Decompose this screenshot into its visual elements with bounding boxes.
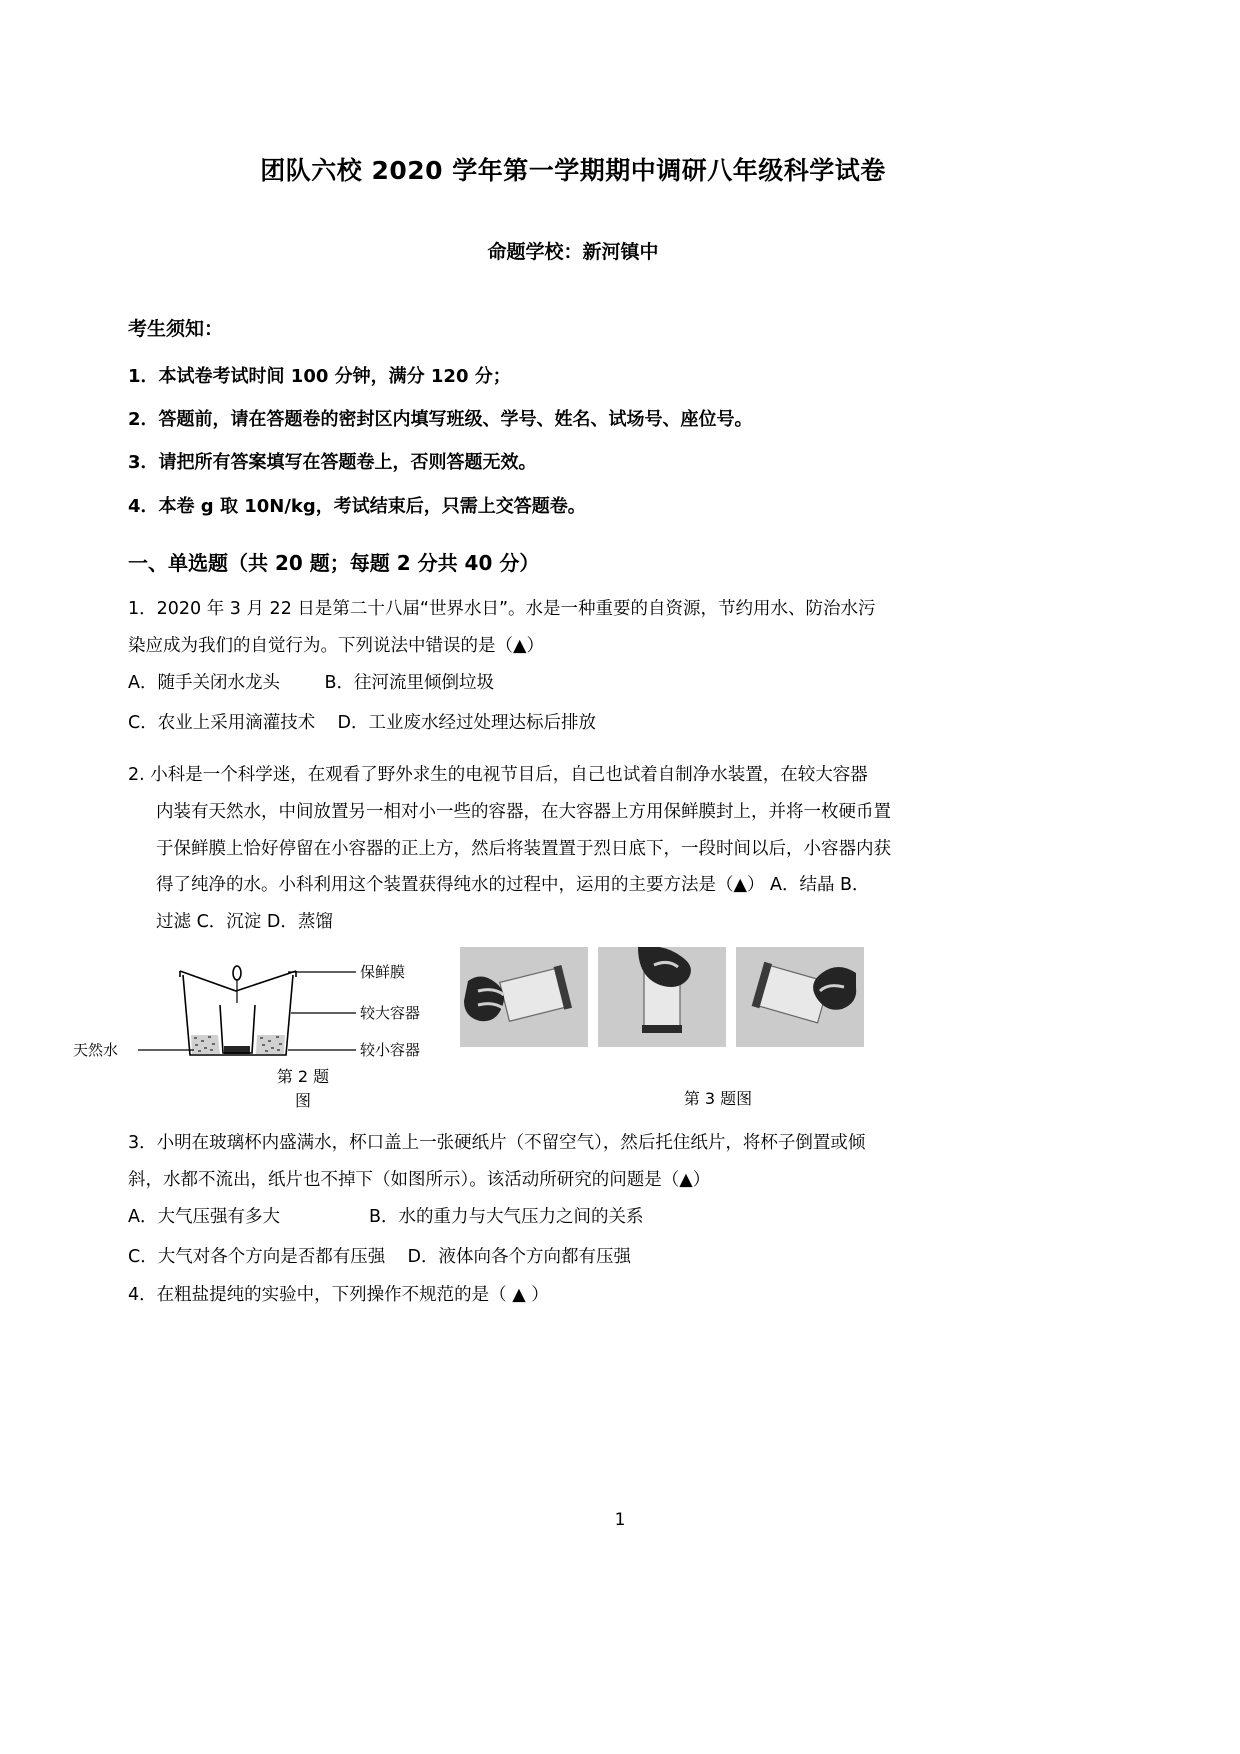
figure-2-label-small-container: 较小容器	[360, 1040, 421, 1059]
question-2-line-2: 内装有天然水，中间放置另一相对小一些的容器，在大容器上方用保鲜膜封上，并将一枚硬币置	[156, 801, 891, 822]
question-3-line-2: 斜，水都不流出，纸片也不掉下（如图所示）。该活动所研究的问题是（▲）	[128, 1169, 711, 1190]
question-1-line-2: 染应成为我们的自觉行为。下列说法中错误的是（▲）	[128, 635, 544, 656]
page-number: 1	[614, 1510, 626, 1530]
figure-3-photo-3	[736, 947, 864, 1047]
page-title: 团队六校 2020 学年第一学期期中调研八年级科学试卷	[260, 156, 886, 185]
figure-2-label-natural-water: 天然水	[73, 1040, 119, 1059]
figure-3-caption: 第 3 题图	[683, 1088, 753, 1108]
notice-item-2: 2．答题前，请在答题卷的密封区内填写班级、学号、姓名、试场号、座位号。	[128, 409, 753, 431]
question-1-line-1: 1．2020 年 3 月 22 日是第二十八届“世界水日”。水是一种重要的自资源，节约用水、防治水污	[128, 598, 876, 619]
figure-area	[73, 947, 1018, 1125]
question-1-options-ab: A．随手关闭水龙头 B．往河流里倾倒垃圾	[128, 673, 494, 694]
notice-item-1: 1．本试卷考试时间 100 分钟，满分 120 分；	[128, 365, 511, 387]
question-2-line-4: 得了纯净的水。小科利用这个装置获得纯水的过程中，运用的主要方法是（▲） A．结晶 B．	[156, 875, 870, 896]
question-4-line-1: 4．在粗盐提纯的实验中，下列操作不规范的是（ ▲ ）	[128, 1285, 549, 1306]
figure-2-diagram	[73, 947, 458, 1067]
figure-3-photo-1	[460, 947, 588, 1047]
figure-2-caption-line-2: 图	[294, 1090, 311, 1110]
figure-2-caption	[228, 1065, 378, 1113]
question-3-options-cd: C．大气对各个方向是否都有压强 D．液体向各个方向都有压强	[128, 1246, 631, 1267]
notice-list	[128, 365, 1018, 519]
figure-2-label-large-container: 较大容器	[360, 1003, 421, 1022]
question-2-line-1: 2. 小科是一个科学迷，在观看了野外求生的电视节目后，自己也试着自制净水装置，在较大容器	[128, 765, 868, 786]
section-title-single-choice: 一、单选题（共 20 题；每题 2 分共 40 分）	[128, 550, 540, 575]
question-3-options-ab: A．大气压强有多大 B．水的重力与大气压力之间的关系	[128, 1207, 644, 1228]
figure-2-caption-line-1: 第 2 题	[276, 1066, 330, 1086]
tilted-glass-photo-svg	[460, 947, 588, 1047]
notice-item-4: 4．本卷 g 取 10N/kg，考试结束后，只需上交答题卷。	[128, 495, 586, 517]
question-1-options-cd: C．农业上采用滴灌技术 D．工业废水经过处理达标后排放	[128, 712, 596, 733]
question-3	[128, 1125, 1018, 1277]
figure-2-label-plastic-film: 保鲜膜	[360, 962, 406, 981]
notice-item-3: 3．请把所有答案填写在答题卷上，否则答题无效。	[128, 452, 537, 474]
question-4	[128, 1277, 1018, 1314]
figure-3-photo-group	[460, 947, 864, 1047]
question-1	[128, 591, 1018, 743]
question-2-line-5: 过滤 C．沉淀 D．蒸馏	[156, 912, 333, 933]
figure-3-photo-2	[598, 947, 726, 1047]
notice-heading: 考生须知：	[128, 318, 224, 341]
question-3-line-1: 3．小明在玻璃杯内盛满水，杯口盖上一张硬纸片（不留空气），然后托住纸片，将杯子倒置或倾	[128, 1132, 866, 1153]
page-content	[73, 0, 1018, 1314]
held-glass-photo-svg	[736, 947, 864, 1047]
question-2	[128, 757, 1018, 941]
question-2-line-3: 于保鲜膜上恰好停留在小容器的正上方，然后将装置置于烈日底下，一段时间以后，小容器内获	[156, 838, 891, 859]
document-subtitle: 命题学校：新河镇中	[487, 240, 659, 263]
inverted-glass-photo-svg	[598, 947, 726, 1047]
